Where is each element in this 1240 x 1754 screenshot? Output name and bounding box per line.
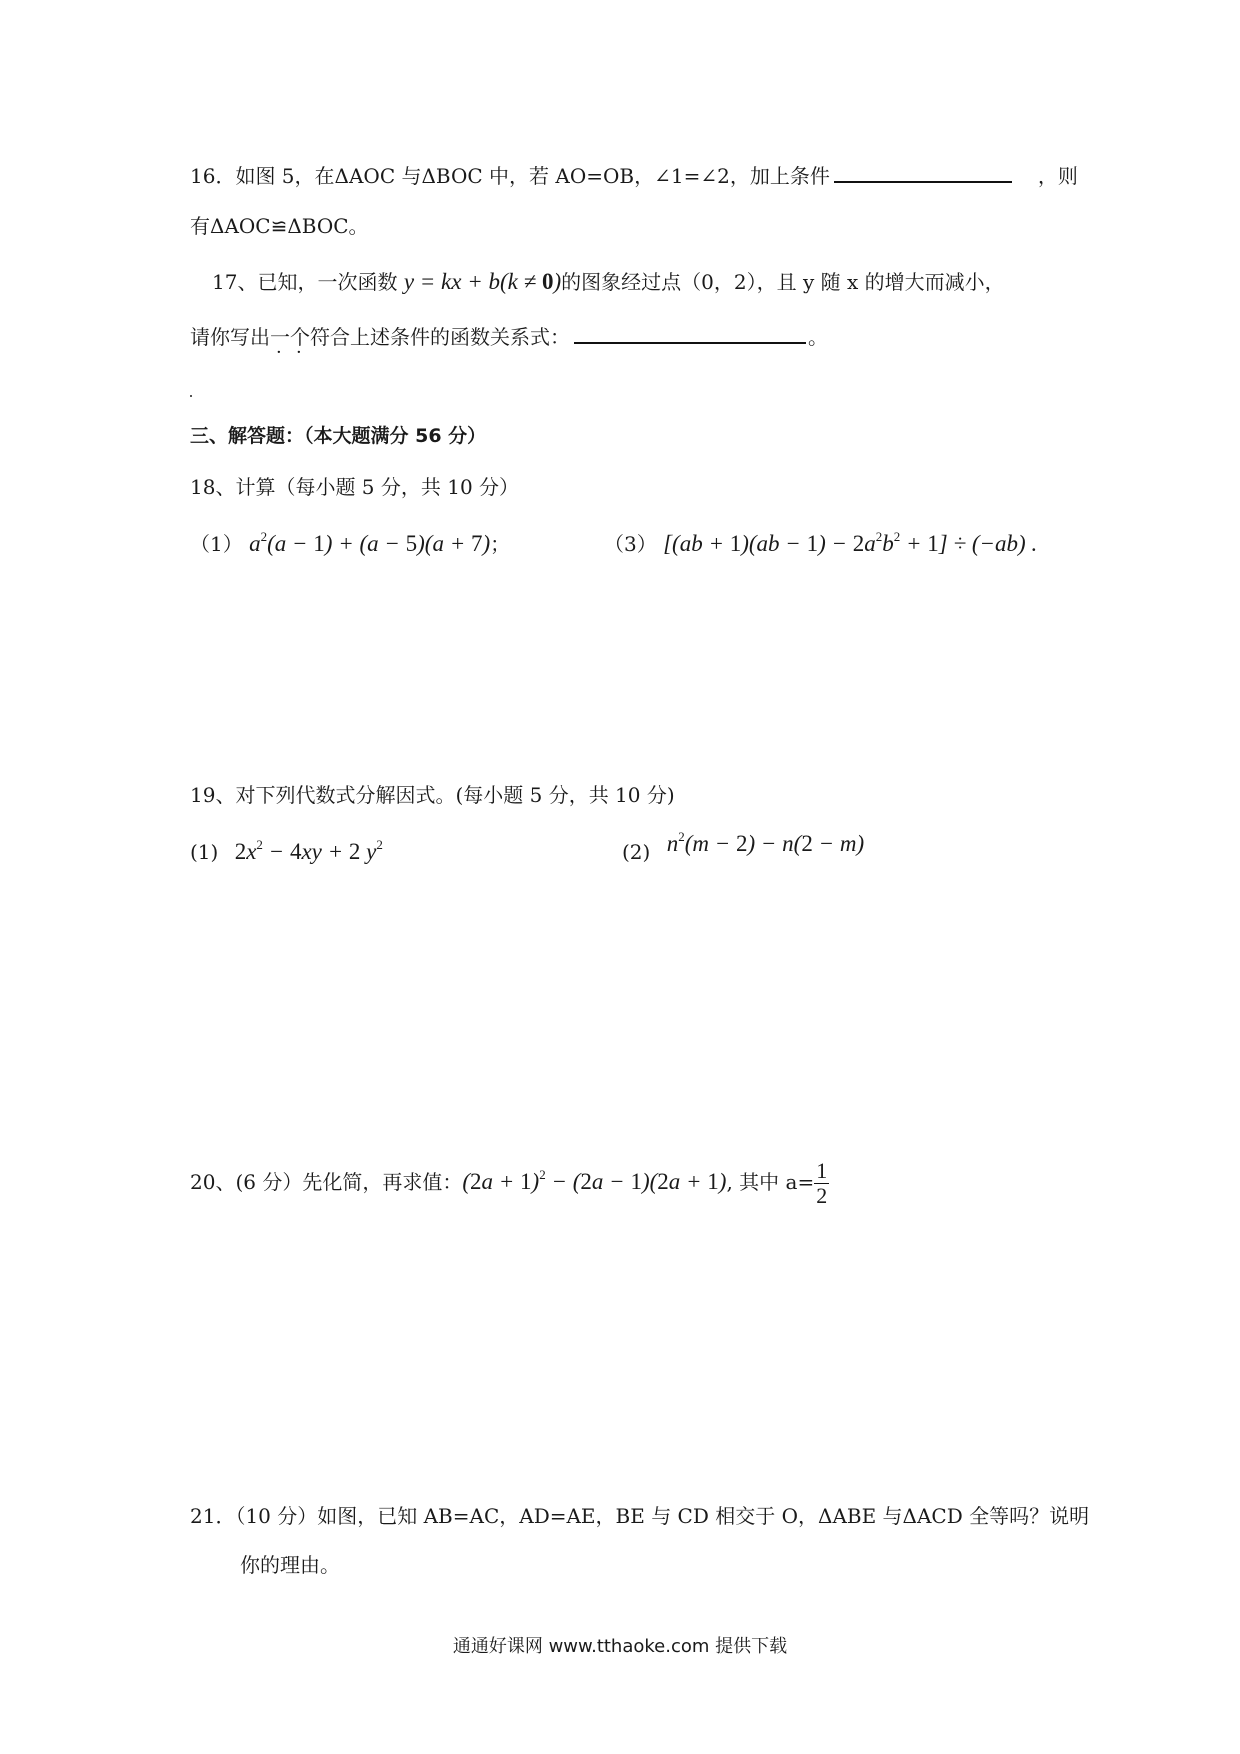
- q18-part-1-formula: $a^2(a - 1) + (a - 5)(a + 7)$: [249, 529, 491, 556]
- q20-text-prefix: 20、(6 分）先化简，再求值：: [190, 1170, 463, 1194]
- q17-text-line2-middle: 符合上述条件的函数关系式：: [310, 325, 570, 349]
- q19-part-2: [622, 829, 865, 864]
- q20-formula: $(2a + 1)^2 - (2a - 1)(2a + 1)$: [462, 1167, 727, 1194]
- q18-part-3-formula: $[(ab + 1)(ab - 1) - 2a^2b^2 + 1] \div (-ab)$ .: [663, 529, 1038, 556]
- q19-part-1-label: (1): [190, 840, 219, 864]
- q17-line-1: [212, 268, 1005, 296]
- q19-title-text: 19、对下列代数式分解因式。(每小题 5 分，共 10 分): [190, 783, 675, 807]
- q21-line-2: [240, 1551, 340, 1579]
- q18-title: [190, 473, 519, 501]
- q20-fraction-numerator: 1: [816, 1158, 828, 1183]
- q16-text-prefix: 16．如图 5，在ΔAOC 与ΔBOC 中，若 AO=OB，∠1=∠2，加上条件: [190, 164, 830, 188]
- q17-text-suffix: 的图象经过点（0，2），且 y 随 x 的增大而减小，: [561, 270, 1005, 294]
- q17-text-line2-suffix: 。: [808, 325, 828, 349]
- q21-text-line1: 21．（10 分）如图，已知 AB=AC，AD=AE，BE 与 CD 相交于 O，ΔABE 与ΔACD 全等吗？说明: [190, 1504, 1090, 1528]
- footer-text: 通通好课网 www.tthaoke.com 提供下载: [452, 1636, 788, 1657]
- q16-text-line2: 有ΔAOC≌ΔBOC。: [190, 214, 369, 238]
- section-3-title: [190, 422, 486, 450]
- q19-part-1: [190, 838, 383, 866]
- q16-line-1: [190, 161, 1078, 190]
- q19-title: [190, 781, 675, 809]
- q17-answer-blank[interactable]: [574, 322, 806, 344]
- q18-part-3-label: （3）: [604, 532, 657, 556]
- q20-fraction: [814, 1159, 829, 1208]
- q16-answer-blank[interactable]: [834, 161, 1012, 183]
- page-footer: [0, 1632, 1240, 1658]
- q20-line: [190, 1152, 829, 1212]
- q17-text-line2-prefix: 请你写出: [190, 325, 270, 349]
- q19-part-1-formula: $2x^2 - 4xy + 2$ $y^2$: [234, 837, 383, 864]
- q18-part-3: [604, 530, 1037, 558]
- q17-emphasized-char-2: 个: [290, 325, 310, 349]
- q17-emphasized-char-1: 一: [270, 325, 290, 349]
- q19-part-2-label: (2): [622, 840, 651, 864]
- q20-fraction-denominator: 2: [816, 1183, 828, 1208]
- stray-dot: [190, 395, 192, 397]
- q20-text-middle: , 其中 a=: [726, 1170, 815, 1194]
- section-3-title-text: 三、解答题：（本大题满分 56 分）: [190, 425, 487, 447]
- q21-text-line2: 你的理由。: [240, 1553, 340, 1577]
- q16-line-2: [190, 212, 369, 240]
- q19-part-2-formula: $n^2(m - 2) - n(2 - m)$: [666, 829, 865, 856]
- q16-text-suffix: ，则: [1037, 164, 1078, 188]
- q17-text-prefix: 17、已知，一次函数: [212, 270, 398, 294]
- q17-formula: y = kx + b(k ≠ 0): [403, 269, 562, 294]
- q18-title-text: 18、计算（每小题 5 分，共 10 分）: [190, 475, 520, 499]
- q21-line-1: [190, 1502, 1089, 1530]
- q18-part-1: （1） $a^2(a - 1) + (a - 5)(a + 7)$；: [190, 529, 511, 556]
- q17-line-2: [190, 322, 828, 351]
- q18-part-1-label: （1）: [190, 532, 243, 556]
